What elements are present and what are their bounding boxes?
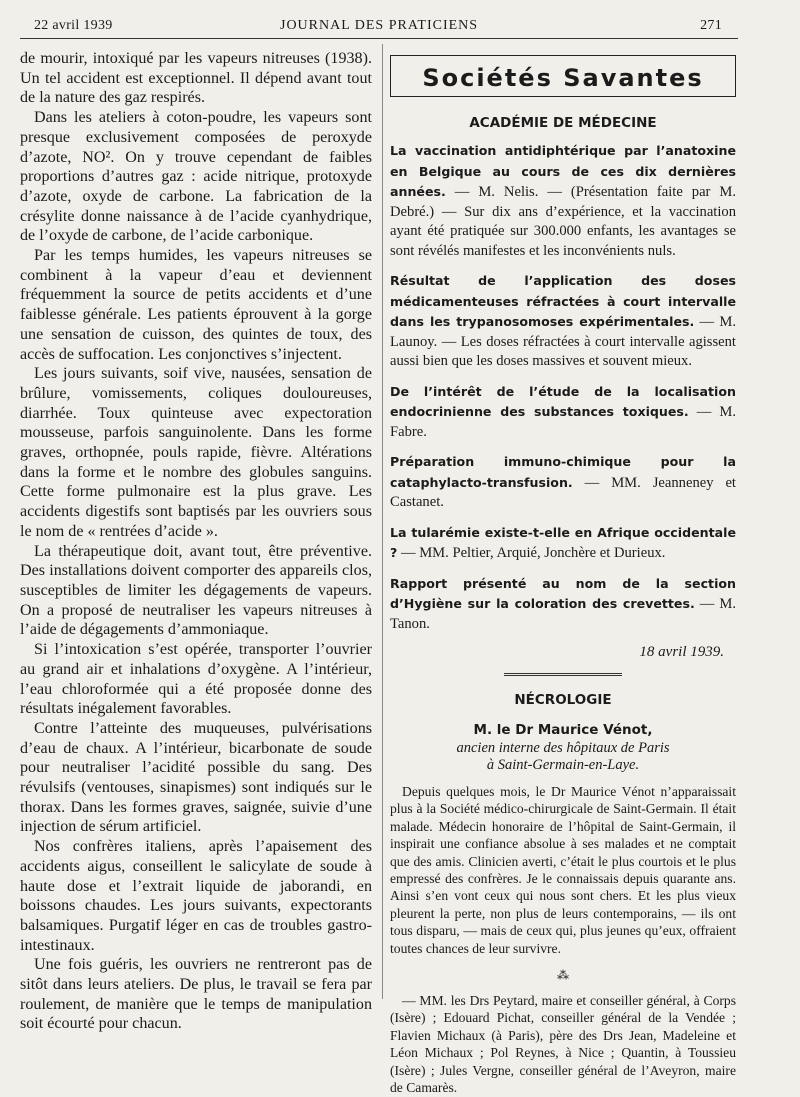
paragraph: Dans les ateliers à coton-poudre, les vapeurs sont presque exclusivement composées de peroxyde d’azote, NO². On y trouve cependant de faibles proportions d’autres gaz : acide nitrique, protoxyde d’azote, oxyde de carbone. La fabrication de la crésylite donne naissance à de l’acide cyanhydrique, de l’oxyde de carbone, de l’acide carbonique. bbox=[20, 109, 372, 245]
paragraph: de mourir, intoxiqué par les vapeurs nitreuses (1938). Un tel accident est exceptionnel. Il dépend avant tout de la nature des gaz respirés. bbox=[20, 50, 372, 107]
entry-rest: — M. Fabre. bbox=[390, 404, 737, 440]
section-banner bbox=[390, 55, 736, 97]
entry-lead: Rapport présenté au nom de la section d’Hygiène sur la coloration des crevettes. bbox=[390, 575, 736, 611]
obituary-name: M. le Dr Maurice Vénot, bbox=[473, 722, 653, 738]
entry-rest: — MM. Peltier, Arquié, Jonchère et Durieux. bbox=[397, 545, 666, 561]
academie-title: ACADÉMIE DE MÉDECINE bbox=[469, 115, 657, 131]
academie-entry bbox=[390, 382, 736, 443]
right-column bbox=[390, 55, 736, 1097]
header-journal-title: JOURNAL DES PRATICIENS bbox=[280, 18, 479, 33]
entry-lead: La tularémie existe-t-elle en Afrique occidentale ? bbox=[390, 524, 736, 560]
entry-rest: — MM. Jeanneney et Castanet. bbox=[390, 474, 736, 510]
entry-rest: — M. Launoy. — Les doses réfractées à court intervalle agissent aussi bien que les doses massives et souvent mieux. bbox=[390, 314, 737, 369]
header-page-number: 271 bbox=[700, 18, 722, 33]
paragraph: La thérapeutique doit, avant tout, être préventive. Des installations doivent comporter des appareils clos, susceptibles de limiter les dégagements de vapeurs. On a proposé de neutraliser les vapeurs nitreuses à l’aide de dégagements d’ammoniaque. bbox=[20, 542, 372, 639]
paragraph: Les jours suivants, soif vive, nausées, sensation de brûlure, vomissements, coliques douloureuses, diarrhée. Toux quinteuse avec expectoration mousseuse, parfois sanguinolente. Dans les forme graves, orthopnée, pouls rapide, fièvre. Altérations dans la forme et le nombre des globules sanguins. Cette forme pulmonaire est la plus grave. Les accidents digestifs sont baptisés par les ouvriers sous le nom de « rentrées d’acide ». bbox=[20, 365, 372, 540]
entry-rest: — M. Nelis. — (Présentation faite par M. Debré.) — Sur dix ans d’expérience, et la vaccination ayant été pratiquée sur 300.000 enfants, les avantages se sont révélés manifestes et les inconvénients nuls. bbox=[390, 184, 736, 259]
session-date: 18 avril 1939. bbox=[639, 644, 724, 660]
obituary-list: — MM. les Drs Peytard, maire et conseiller général, à Corps (Isère) ; Edouard Pichat, conseiller général de la Vendée ; Flavien Michaux (à Paris), père des Drs Jean, Madeleine et Léon Michaux ; Pol Reynes, à Nice ; Quantin, à Toussieu (Isère) ; Jules Vergne, conseiller général de l’Aveyron, maire de Camarès. bbox=[390, 993, 736, 1096]
paragraph: Si l’intoxication s’est opérée, transporter l’ouvrier au grand air et inhalations d’oxygène. A l’intérieur, l’eau chloroformée qui a été proposée donne des résultats inégalement favorables. bbox=[20, 641, 372, 718]
academie-entry bbox=[390, 271, 736, 372]
paragraph: Une fois guéris, les ouvriers ne rentreront pas de sitôt dans leurs ateliers. De plus, le travail se fera par roulement, de manière que le temps de manipulation soit écourté pour chacun. bbox=[20, 956, 372, 1033]
academie-entry bbox=[390, 574, 736, 635]
obituary-body: Depuis quelques mois, le Dr Maurice Vénot n’apparaissait plus à la Société médico-chirurgicale de Saint-Germain. Il était malade. Médecin honoraire de l’hôpital de Saint-Germain, il inspirait une confiance absolue à ses malades et ne comptait que des amis. Clinicien averti, c’était le plus courtois et le plus empressé des confrères. Je le connaissais depuis quarante ans. Ainsi s’en vont ceux qui nous sont chers. Et les plus vieux pleurent la perte, non plus de leurs contemporains, — ils ont tous disparu, — mais de ceux qui, plus jeunes qu’eux, offraient toutes chances de leur survivre. bbox=[390, 784, 736, 956]
header-rule bbox=[20, 38, 738, 39]
academie-entry bbox=[390, 523, 736, 564]
section-divider bbox=[504, 673, 622, 676]
necrologie-title: NÉCROLOGIE bbox=[514, 692, 612, 708]
paragraph: Contre l’atteinte des muqueuses, pulvérisations d’eau de chaux. A l’intérieur, bicarbonate de soude pour neutraliser l’acidité possible du sang. Des révulsifs (ventouses, sinapismes) sont indiqués sur le thorax. Dans les formes graves, saignée, suivie d’une injection de sérum artificiel. bbox=[20, 719, 372, 836]
paragraph: Par les temps humides, les vapeurs nitreuses se combinent à la vapeur d’eau et deviennent fréquemment la source de petits accidents et d’une faiblesse générale. Les patients éprouvent à la gorge une sensation de cuisson, des quintes de toux, des accès de suffocation. Les conjonctives s’injectent. bbox=[20, 247, 372, 363]
entry-lead: Résultat de l’application des doses médicamenteuses réfractées à court intervalle dans les trypanosomoses expérimentales. bbox=[390, 273, 736, 329]
entry-lead: La vaccination antidiphtérique par l’anatoxine en Belgique au cours de ces dix dernières années. bbox=[390, 143, 736, 199]
header-date: 22 avril 1939 bbox=[34, 18, 113, 33]
academie-entry bbox=[390, 141, 736, 261]
paragraph: Nos confrères italiens, après l’apaisement des accidents aigus, conseillent le salicylate de soude à haute dose et l’extrait liquide de jaborandi, en boissons chaudes. Les jours suivants, expectorants balsamiques. Purgatif léger en cas de troubles gastro-intestinaux. bbox=[20, 838, 372, 954]
obituary-subtitle: à Saint-Germain-en-Laye. bbox=[486, 756, 640, 773]
column-separator bbox=[382, 44, 383, 999]
entry-rest: — M. Tanon. bbox=[390, 596, 736, 632]
entry-lead: De l’intérêt de l’étude de la localisation endocrinienne des substances toxiques. bbox=[390, 383, 736, 419]
left-column bbox=[20, 49, 372, 1034]
obituary-subtitle: ancien interne des hôpitaux de Paris bbox=[456, 740, 670, 756]
entry-lead: Préparation immuno-chimique pour la cataphylacto-transfusion. bbox=[390, 454, 736, 490]
academie-entry bbox=[390, 452, 736, 513]
asterism: ⁂ bbox=[557, 968, 569, 983]
page-header bbox=[20, 16, 722, 38]
banner-title: Sociétés Savantes bbox=[422, 64, 704, 92]
